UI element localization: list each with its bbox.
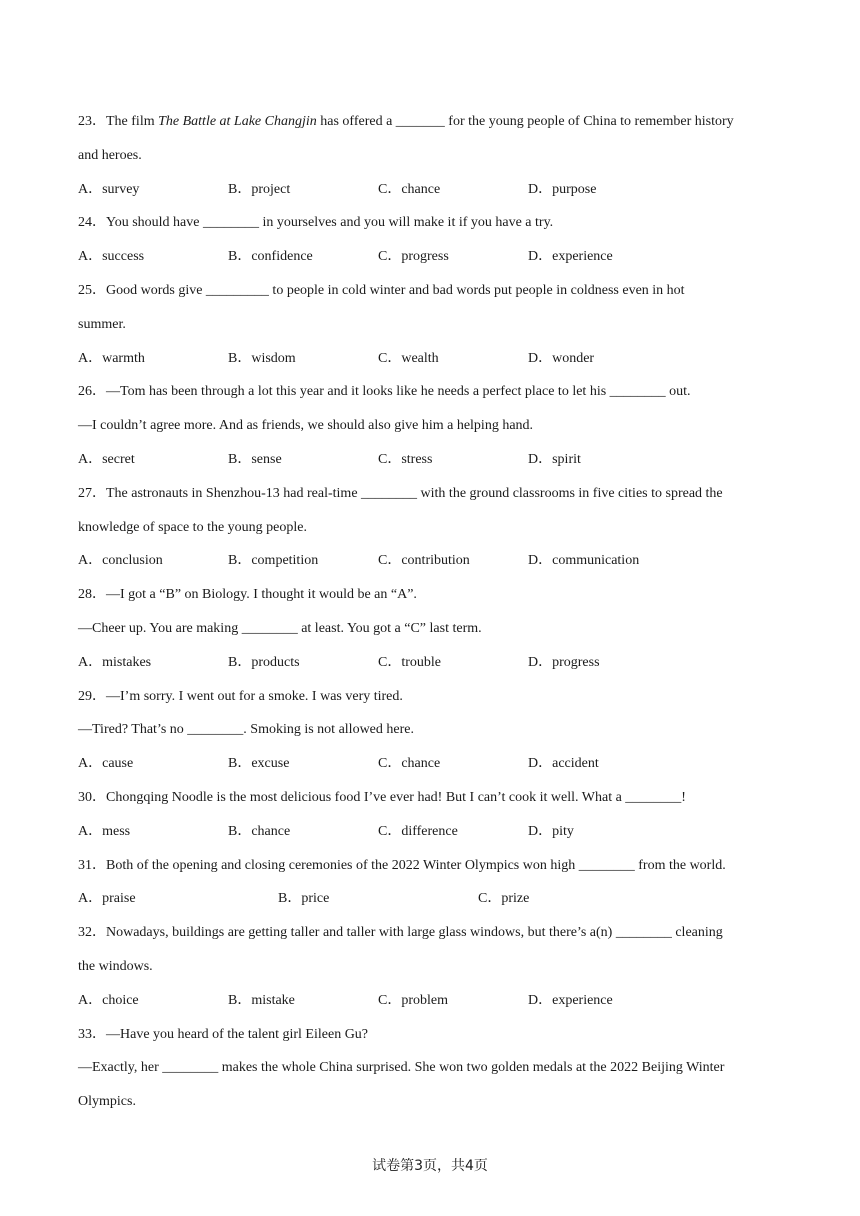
question-28-text-cont: —Cheer up. You are making ________ at least. You got a “C” last term. <box>78 620 482 636</box>
film-title: The Battle at Lake Changjin <box>158 114 317 129</box>
option-c: C．chance <box>378 756 441 772</box>
question-27-text: 27．The astronauts in Shenzhou-13 had real-time ________ with the ground classrooms in five cities to spread the <box>78 485 723 501</box>
question-29-text: 29．—I’m sorry. I went out for a smoke. I was very tired. <box>78 688 403 704</box>
question-28-text: 28．—I got a “B” on Biology. I thought it would be an “A”. <box>78 587 417 603</box>
option-a: A．choice <box>78 992 139 1008</box>
question-31-options <box>78 882 790 916</box>
option-b: B．confidence <box>228 249 313 265</box>
option-b: B．mistake <box>228 992 295 1008</box>
option-d: D．communication <box>528 553 640 569</box>
option-d: D．experience <box>528 249 613 265</box>
question-23-options <box>78 173 790 207</box>
option-a: A．success <box>78 249 145 265</box>
option-b: B．project <box>228 181 291 197</box>
option-c: C．progress <box>378 249 449 265</box>
option-b: B．excuse <box>228 756 290 772</box>
option-d: D．wonder <box>528 350 595 366</box>
option-c: C．trouble <box>378 654 441 670</box>
question-24-options <box>78 240 790 274</box>
question-30-options <box>78 815 790 849</box>
option-c: C．difference <box>378 823 458 839</box>
option-b: B．price <box>278 891 330 907</box>
question-23-text-cont: and heroes. <box>78 147 142 163</box>
question-list <box>78 105 790 1119</box>
option-b: B．chance <box>228 823 291 839</box>
question-33-text-cont: —Exactly, her ________ makes the whole China surprised. She won two golden medals at the 2022 Beijing Winter <box>78 1060 725 1076</box>
question-25-options <box>78 342 790 376</box>
option-a: A．cause <box>78 756 134 772</box>
option-c: C．contribution <box>378 553 470 569</box>
question-26-text: 26．—Tom has been through a lot this year and it looks like he needs a perfect place to let his ________ out. <box>78 384 691 400</box>
option-b: B．competition <box>228 553 319 569</box>
option-b: B．wisdom <box>228 350 296 366</box>
option-c: C．stress <box>378 451 433 467</box>
question-25-text-cont: summer. <box>78 316 126 332</box>
question-27-options <box>78 544 790 578</box>
option-d: D．purpose <box>528 181 597 197</box>
option-a: A．praise <box>78 891 136 907</box>
option-a: A．secret <box>78 451 135 467</box>
question-23-text: 23．The film The Battle at Lake Changjin has offered a _______ for the young people of China to remember history <box>78 114 734 129</box>
question-24-text: 24．You should have ________ in yourselves and you will make it if you have a try. <box>78 215 554 231</box>
option-c: C．chance <box>378 181 441 197</box>
option-b: B．products <box>228 654 300 670</box>
question-33-text-cont-2: Olympics. <box>78 1094 136 1110</box>
question-30-text: 30．Chongqing Noodle is the most delicious food I’ve ever had! But I can’t cook it well. What a ________! <box>78 789 686 805</box>
question-28-options <box>78 646 790 680</box>
option-d: D．progress <box>528 654 600 670</box>
option-d: D．spirit <box>528 451 581 467</box>
option-c: C．problem <box>378 992 448 1008</box>
option-d: D．accident <box>528 756 599 772</box>
option-a: A．survey <box>78 181 140 197</box>
option-a: A．mistakes <box>78 654 152 670</box>
question-33-text: 33．—Have you heard of the talent girl Eileen Gu? <box>78 1026 369 1042</box>
option-a: A．warmth <box>78 350 145 366</box>
question-31-text: 31．Both of the opening and closing ceremonies of the 2022 Winter Olympics won high ________ from the world. <box>78 857 726 873</box>
question-25-text: 25．Good words give _________ to people in cold winter and bad words put people in coldness even in hot <box>78 282 685 298</box>
option-d: D．pity <box>528 823 574 839</box>
question-32-options <box>78 984 790 1018</box>
option-d: D．experience <box>528 992 613 1008</box>
option-c: C．prize <box>478 891 530 907</box>
question-29-options <box>78 747 790 781</box>
question-32-text-cont: the windows. <box>78 958 153 974</box>
question-26-options <box>78 443 790 477</box>
question-29-text-cont: —Tired? That’s no ________. Smoking is not allowed here. <box>78 722 414 738</box>
page-footer: 试卷第3页，共4页 <box>372 1158 488 1174</box>
option-a: A．mess <box>78 823 131 839</box>
option-c: C．wealth <box>378 350 439 366</box>
option-b: B．sense <box>228 451 282 467</box>
question-32-text: 32．Nowadays, buildings are getting taller and taller with large glass windows, but there’s a(n) ________ cleaning <box>78 925 723 941</box>
question-27-text-cont: knowledge of space to the young people. <box>78 519 307 535</box>
option-a: A．conclusion <box>78 553 163 569</box>
question-26-text-cont: —I couldn’t agree more. And as friends, we should also give him a helping hand. <box>78 418 534 434</box>
